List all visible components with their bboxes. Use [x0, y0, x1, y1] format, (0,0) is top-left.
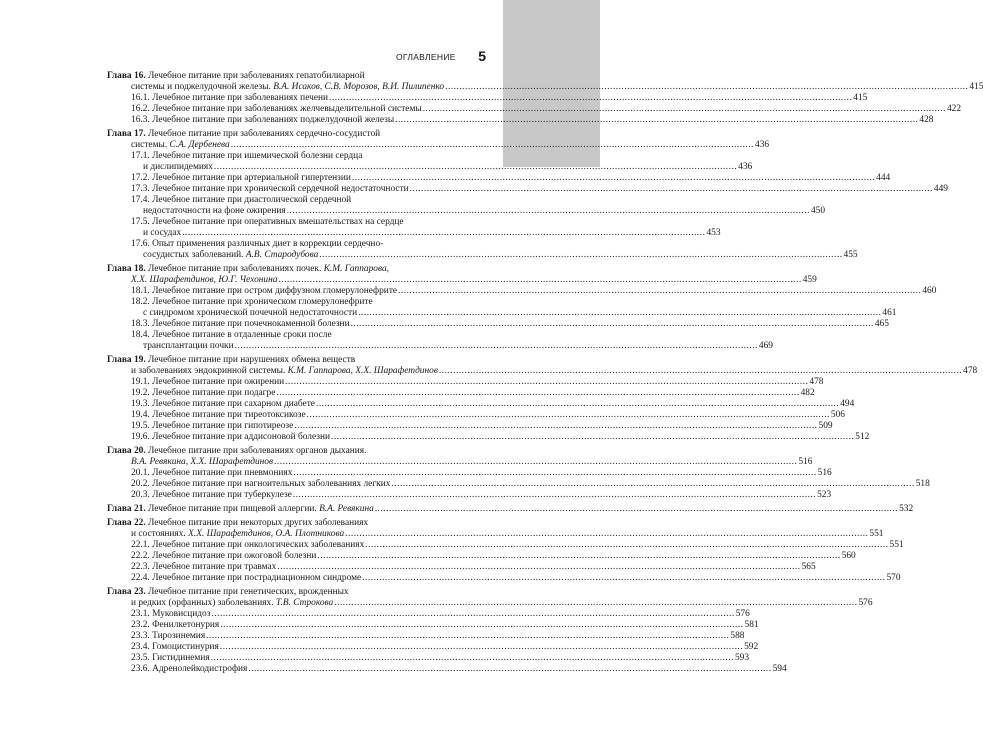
section-entry	[107, 195, 484, 206]
section-entry	[107, 173, 891, 184]
toc-entry-text	[143, 308, 357, 319]
section-entry-continued	[107, 341, 773, 352]
dot-leader	[211, 653, 734, 664]
chapter-heading	[107, 587, 484, 598]
section-entry	[107, 664, 787, 675]
dot-leader	[182, 228, 705, 239]
toc-entry-title: 18.2. Лечебное питание при хроническом гломерулонефрите	[131, 297, 373, 307]
toc-page-number: 516	[798, 457, 813, 467]
dot-leader	[423, 104, 946, 115]
toc-entry-author: А.В. Стародубова	[245, 250, 319, 260]
toc-entry-text	[107, 71, 365, 82]
toc-entry-title: Лечебное питание при пищевой аллергии.	[148, 504, 317, 514]
chapter-label: Глава 16.	[107, 71, 146, 81]
toc-entry-text	[131, 620, 219, 631]
toc-page-number: 436	[755, 140, 770, 150]
toc-chapter-block	[107, 264, 937, 352]
toc-entry-title: 17.5. Лечебное питание при оперативных вмешательствах на сердце	[131, 217, 404, 227]
dot-leader	[231, 140, 754, 151]
section-entry	[107, 609, 750, 620]
toc-page-number: 478	[963, 366, 978, 376]
chapter-heading-continued	[107, 457, 813, 468]
chapter-heading-continued	[107, 140, 770, 151]
section-entry	[107, 151, 484, 162]
section-entry	[107, 104, 962, 115]
chapter-heading	[107, 518, 484, 529]
toc-entry-text	[131, 366, 438, 377]
toc-entry-title: 20.3. Лечебное питание при туберкулезе	[131, 490, 292, 500]
toc-entry-text	[131, 432, 330, 443]
toc-entry-text	[131, 275, 277, 286]
toc-entry-text	[131, 421, 293, 432]
toc-entry-text	[131, 388, 275, 399]
dot-leader	[319, 250, 842, 261]
section-entry	[107, 330, 484, 341]
toc-entry-title: и сосудах	[143, 228, 182, 238]
dot-leader	[220, 620, 743, 631]
section-entry	[107, 479, 930, 490]
toc-page-number: 415	[969, 82, 983, 92]
toc-page-number: 461	[882, 308, 897, 318]
dot-leader	[211, 609, 734, 620]
toc-entry-title: 16.1. Лечебное питание при заболеваниях печени	[131, 93, 329, 103]
toc-page-number: 576	[858, 598, 873, 608]
dot-leader	[334, 598, 857, 609]
toc-entry-text	[131, 217, 404, 228]
chapter-label: Глава 17.	[107, 129, 146, 139]
dot-leader	[362, 573, 885, 584]
toc-entry-text	[131, 184, 409, 195]
dot-leader	[285, 377, 808, 388]
toc-entry-author: С.А. Дербенева	[169, 140, 230, 150]
running-header	[396, 48, 486, 64]
toc-entry-text	[131, 642, 219, 653]
toc-entry-title: 22.2. Лечебное питание при ожоговой болезни	[131, 551, 317, 561]
toc-page-number: 460	[922, 286, 937, 296]
dot-leader	[307, 410, 830, 421]
toc-entry-text	[143, 250, 318, 261]
toc-entry-text	[131, 529, 344, 540]
section-entry	[107, 540, 904, 551]
toc-page-number: 509	[818, 421, 833, 431]
section-entry	[107, 551, 856, 562]
dot-leader	[316, 399, 839, 410]
section-entry	[107, 93, 868, 104]
toc-entry-title: 20.2. Лечебное питание при нагноительных заболеваниях легких	[131, 479, 391, 489]
toc-entry-title: Лечебное питание при нарушениях обмена веществ	[148, 355, 356, 365]
dot-leader	[331, 432, 854, 443]
dot-leader	[220, 642, 743, 653]
toc-page-number: 422	[946, 104, 962, 114]
section-entry	[107, 653, 749, 664]
toc-entry-title: 23.2. Фенилкетонурия	[131, 620, 220, 630]
toc-page-number: 478	[809, 377, 824, 387]
toc-entry-text	[131, 286, 397, 297]
toc-entry-author: В.А. Ревякина	[319, 504, 374, 514]
toc-entry-title: 18.3. Лечебное питание при почечнокаменной болезни	[131, 319, 350, 329]
toc-entry-title: 17.3. Лечебное питание при хронической сердечной недостаточности	[131, 184, 409, 194]
toc-entry-title: и дислипидемиях	[143, 162, 213, 172]
dot-leader	[329, 93, 852, 104]
toc-page-number: 415	[853, 93, 868, 103]
toc-entry-text	[107, 129, 380, 140]
toc-entry-text	[131, 540, 364, 551]
toc-entry-title: системы.	[131, 140, 168, 150]
dot-leader	[375, 504, 898, 515]
toc-page-number: 494	[840, 399, 855, 409]
toc-entry-text	[131, 104, 422, 115]
toc-entry-author: В.А. Ревякина, Х.Х. Шарафетдинов	[131, 457, 274, 467]
section-entry	[107, 297, 484, 308]
toc-chapter-block	[107, 129, 948, 261]
toc-entry-title: Лечебное питание при некоторых других заболеваниях	[148, 518, 369, 528]
dot-leader	[276, 388, 799, 399]
chapter-heading-continued	[107, 598, 873, 609]
toc-entry-text	[131, 479, 390, 490]
toc-entry-text	[131, 319, 350, 330]
toc-entry-text	[107, 587, 349, 598]
dot-leader	[248, 664, 771, 675]
toc-entry-title: трансплантации почки	[143, 341, 234, 351]
section-entry	[107, 490, 832, 501]
dot-leader	[235, 341, 758, 352]
dot-leader	[410, 184, 933, 195]
toc-entry-title: 22.1. Лечебное питание при онкологических заболеваниях	[131, 540, 365, 550]
toc-entry-text	[131, 239, 383, 250]
toc-page-number: 581	[744, 620, 759, 630]
toc-entry-text	[131, 468, 292, 479]
toc-page-number: 570	[886, 573, 901, 583]
toc-page-number: 516	[817, 468, 832, 478]
toc-entry-title: 17.6. Опыт применения различных диет в коррекции сердечно-	[131, 239, 384, 249]
toc-entry-text	[131, 82, 444, 93]
toc-entry-author: Т.В. Строкова	[275, 598, 334, 608]
chapter-heading	[107, 355, 484, 366]
toc-entry-title: системы и поджелудочной железы.	[131, 82, 271, 92]
toc-entry-title: 22.3. Лечебное питание при травмах	[131, 562, 277, 572]
chapter-heading	[107, 264, 484, 275]
dot-leader	[214, 162, 737, 173]
toc-page-number: 551	[889, 540, 904, 550]
dot-leader	[351, 319, 874, 330]
toc-entry-title: 19.4. Лечебное питание при тиреотоксикозе	[131, 410, 306, 420]
toc-entry-text	[143, 162, 213, 173]
chapter-label: Глава 20.	[107, 446, 146, 456]
toc-page-number: 588	[730, 631, 745, 641]
section-entry-continued	[107, 228, 721, 239]
toc-entry-author: В.А. Исаков, С.В. Морозов, В.И. Пилипенко	[273, 82, 445, 92]
toc-page-number: 592	[744, 642, 759, 652]
toc-entry-text	[131, 551, 316, 562]
toc-entry-text	[131, 330, 332, 341]
toc-entry-text	[107, 264, 389, 275]
dot-leader	[206, 631, 729, 642]
toc-entry-text	[143, 341, 234, 352]
toc-page-number: 565	[801, 562, 816, 572]
toc-entry-text	[131, 573, 361, 584]
toc-page-number: 518	[915, 479, 930, 489]
toc-entry-title: 19.5. Лечебное питание при гипотиреозе	[131, 421, 294, 431]
section-entry	[107, 421, 833, 432]
toc-entry-text	[131, 490, 292, 501]
table-of-contents	[107, 71, 983, 675]
toc-entry-text	[143, 228, 181, 239]
dot-leader	[277, 562, 800, 573]
section-entry	[107, 286, 937, 297]
toc-entry-text	[131, 140, 230, 151]
chapter-label: Глава 22.	[107, 518, 146, 528]
section-entry	[107, 319, 889, 330]
toc-entry-title: Лечебное питание при заболеваниях почек.	[148, 264, 322, 274]
toc-entry-text	[131, 410, 306, 421]
toc-entry-text	[131, 399, 315, 410]
chapter-heading	[107, 129, 484, 140]
section-entry	[107, 115, 934, 126]
toc-page-number: 576	[735, 609, 750, 619]
section-entry	[107, 432, 870, 443]
toc-page-number: 465	[874, 319, 889, 329]
toc-chapter-block	[107, 355, 978, 443]
toc-entry-text	[131, 653, 210, 664]
dot-leader	[358, 308, 881, 319]
section-entry	[107, 642, 759, 653]
toc-entry-text	[107, 504, 374, 515]
toc-entry-title: 19.3. Лечебное питание при сахарном диабете	[131, 399, 315, 409]
toc-entry-title: 18.1. Лечебное питание при остром диффузном гломерулонефрите	[131, 286, 398, 296]
section-entry	[107, 620, 759, 631]
toc-page-number: 512	[855, 432, 870, 442]
dot-leader	[293, 468, 816, 479]
toc-entry-title: недостаточности на фоне ожирения	[143, 206, 286, 216]
toc-entry-author: Х.Х. Шарафетдинов, Ю.Г. Чехонина	[131, 275, 278, 285]
toc-page-number: 450	[810, 206, 825, 216]
toc-entry-title: 23.5. Гистидинемия	[131, 653, 210, 663]
toc-entry-text	[131, 598, 333, 609]
toc-chapter-block	[107, 446, 930, 501]
toc-entry-title: 18.4. Лечебное питание в отдаленные сроки после	[131, 330, 332, 340]
toc-entry-text	[131, 609, 210, 620]
chapter-label: Глава 18.	[107, 264, 146, 274]
toc-entry-author: К.М. Гаппарова, Х.Х. Шарафетдинов	[287, 366, 438, 376]
dot-leader	[317, 551, 840, 562]
toc-page-number: 444	[876, 173, 891, 183]
toc-entry-title: 19.2. Лечебное питание при подагре	[131, 388, 276, 398]
section-entry	[107, 631, 745, 642]
section-entry	[107, 377, 824, 388]
section-entry	[107, 410, 845, 421]
chapter-heading-continued	[107, 275, 817, 286]
toc-entry-text	[131, 93, 328, 104]
toc-entry-title: с синдромом хронической почечной недостаточности	[143, 308, 358, 318]
section-entry-continued	[107, 206, 825, 217]
toc-chapter-block	[107, 71, 983, 126]
dot-leader	[287, 206, 810, 217]
toc-entry-title: Лечебное питание при генетических, врожденных	[148, 587, 349, 597]
toc-entry-text	[107, 518, 368, 529]
toc-page-number: 459	[802, 275, 817, 285]
toc-entry-title: Лечебное питание при заболеваниях гепатобилиарной	[148, 71, 365, 81]
dot-leader	[365, 540, 888, 551]
toc-entry-title: 16.3. Лечебное питание при заболеваниях поджелудочной железы	[131, 115, 395, 125]
toc-entry-text	[107, 355, 355, 366]
toc-entry-title: 16.2. Лечебное питание при заболеваниях желчевыделительной системы	[131, 104, 422, 114]
toc-entry-text	[143, 206, 286, 217]
toc-page-number: 469	[758, 341, 773, 351]
toc-entry-title: 23.1. Муковисцидоз	[131, 609, 211, 619]
toc-page-number: 593	[734, 653, 749, 663]
toc-page-number: 449	[933, 184, 948, 194]
toc-entry-text	[131, 457, 273, 468]
toc-entry-title: 23.6. Адренолейкодистрофия	[131, 664, 248, 674]
dot-leader	[398, 286, 921, 297]
chapter-heading-continued	[107, 529, 884, 540]
toc-chapter-block	[107, 587, 873, 675]
dot-leader	[395, 115, 918, 126]
toc-page-number: 594	[772, 664, 787, 674]
toc-page-number: 532	[899, 504, 914, 514]
section-entry	[107, 184, 948, 195]
section-entry	[107, 573, 901, 584]
section-entry-continued	[107, 162, 753, 173]
toc-entry-text	[131, 562, 276, 573]
toc-entry-text	[131, 115, 394, 126]
toc-page-number: 436	[738, 162, 753, 172]
dot-leader	[445, 82, 968, 93]
chapter-heading-continued	[107, 82, 983, 93]
toc-entry-title: 20.1. Лечебное питание при пневмониях	[131, 468, 293, 478]
toc-entry-text	[107, 446, 366, 457]
section-entry	[107, 468, 832, 479]
section-entry	[107, 217, 484, 228]
dot-leader	[274, 457, 797, 468]
dot-leader	[439, 366, 962, 377]
toc-entry-text	[131, 664, 247, 675]
toc-entry-title: 22.4. Лечебное питание при пострадиационном синдроме	[131, 573, 362, 583]
dot-leader	[391, 479, 914, 490]
dot-leader	[345, 529, 868, 540]
chapter-heading	[107, 504, 914, 515]
toc-entry-title: и редких (орфанных) заболеваниях.	[131, 598, 274, 608]
toc-entry-text	[131, 173, 351, 184]
toc-entry-title: сосудистых заболеваний.	[143, 250, 244, 260]
toc-entry-title: 19.1. Лечебное питание при ожирении	[131, 377, 285, 387]
chapter-label: Глава 21.	[107, 504, 146, 514]
dot-leader	[278, 275, 801, 286]
toc-page-number: 428	[919, 115, 934, 125]
toc-entry-text	[131, 195, 351, 206]
chapter-label: Глава 19.	[107, 355, 146, 365]
toc-page-number: 453	[706, 228, 721, 238]
chapter-heading	[107, 446, 484, 457]
toc-entry-title: 23.4. Гомоцистинурия	[131, 642, 219, 652]
toc-chapter-block	[107, 518, 904, 584]
toc-entry-title: Лечебное питание при заболеваниях сердечно-сосудистой	[148, 129, 381, 139]
section-entry	[107, 239, 484, 250]
toc-entry-title: 17.4. Лечебное питание при диастолической сердечной	[131, 195, 352, 205]
section-entry	[107, 562, 816, 573]
toc-entry-text	[131, 151, 362, 162]
chapter-heading-continued	[107, 366, 978, 377]
dot-leader	[294, 421, 817, 432]
toc-page-number: 551	[869, 529, 884, 539]
toc-entry-title: Лечебное питание при заболеваниях органов дыхания.	[148, 446, 367, 456]
toc-entry-text	[131, 377, 284, 388]
page-number: 5	[478, 48, 486, 64]
toc-entry-title: и заболеваниях эндокринной системы.	[131, 366, 286, 376]
toc-page-number: 560	[841, 551, 856, 561]
chapter-heading	[107, 71, 484, 82]
section-entry-continued	[107, 308, 897, 319]
toc-page-number: 455	[843, 250, 858, 260]
toc-entry-text	[131, 297, 373, 308]
toc-entry-title: 17.1. Лечебное питание при ишемической болезни сердца	[131, 151, 363, 161]
toc-entry-title: 19.6. Лечебное питание при аддисоновой болезни	[131, 432, 331, 442]
toc-entry-author: К.М. Гаппарова,	[323, 264, 390, 274]
toc-page-number: 506	[830, 410, 845, 420]
section-entry	[107, 388, 815, 399]
section-entry	[107, 399, 855, 410]
running-header-title: ОГЛАВЛЕНИЕ	[396, 52, 456, 62]
toc-entry-author: Х.Х. Шарафетдинов, О.А. Плотникова	[188, 529, 345, 539]
toc-chapter-block	[107, 504, 914, 515]
toc-page-number: 523	[817, 490, 832, 500]
dot-leader	[293, 490, 816, 501]
toc-page-number: 482	[800, 388, 815, 398]
toc-entry-title: 17.2. Лечебное питание при артериальной гипертензии	[131, 173, 351, 183]
toc-entry-title: и состояниях.	[131, 529, 186, 539]
toc-entry-text	[131, 631, 205, 642]
toc-entry-title: 23.3. Тирозинемия	[131, 631, 206, 641]
section-entry-continued	[107, 250, 858, 261]
dot-leader	[352, 173, 875, 184]
chapter-label: Глава 23.	[107, 587, 146, 597]
